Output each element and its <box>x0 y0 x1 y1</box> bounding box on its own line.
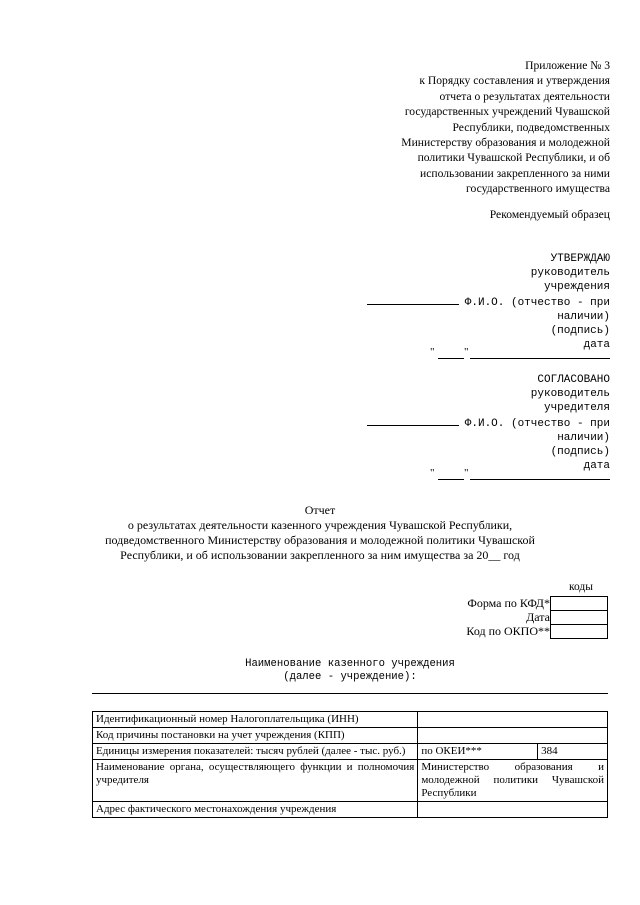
founder-organ-label: Наименование органа, осуществляющего функции и полномочия учредителя <box>93 760 418 802</box>
address-value[interactable] <box>418 802 608 818</box>
report-title <box>0 503 640 563</box>
approve-fio-2: наличии) <box>557 311 610 324</box>
institution-line-2: (далее - учреждение): <box>283 671 417 683</box>
annex-line: Приложение № 3 <box>525 59 610 72</box>
okei-label: по ОКЕИ*** <box>418 744 538 760</box>
info-table <box>92 711 608 818</box>
form-kfd-label: Форма по КФД* <box>467 596 550 610</box>
recommended-sample-label: Рекомендуемый образец <box>489 208 610 221</box>
table-row <box>93 728 608 744</box>
annex-line: к Порядку составления и утверждения <box>419 74 610 88</box>
date-field[interactable] <box>550 610 608 625</box>
agree-line-1: руководитель <box>530 387 610 400</box>
okpo-label: Код по ОКПО** <box>466 624 550 638</box>
address-label: Адрес фактического местонахождения учреждения <box>93 802 418 818</box>
approve-date: дата <box>583 338 610 351</box>
institution-name-label <box>92 658 608 684</box>
kpp-value[interactable] <box>418 728 608 744</box>
annex-line: государственного имущества <box>466 182 610 196</box>
agree-fio-row <box>340 415 610 432</box>
institution-name-field[interactable] <box>92 693 608 694</box>
inn-label: Идентификационный номер Налогоплательщика (ИНН) <box>93 712 418 728</box>
annex-line: Министерству образования и молодежной <box>401 136 610 150</box>
annex-line: отчета о результатах деятельности <box>439 89 610 103</box>
annex-line: государственных учреждений Чувашской <box>404 105 610 119</box>
approve-sign: (подпись) <box>550 324 610 337</box>
units-label: Единицы измерения показателей: тысяч рублей (далее - тыс. руб.) <box>93 744 418 760</box>
agree-date: дата <box>583 459 610 472</box>
title-line-4: Республики, и об использовании закрепленного за ним имущества за 20__ год <box>120 548 520 562</box>
table-row <box>93 760 608 802</box>
okei-value: 384 <box>538 744 608 760</box>
agree-date-field[interactable]: " " <box>430 466 610 480</box>
annex-line: использовании закрепленного за ними <box>420 166 610 180</box>
agree-line-2: учредителя <box>543 401 610 414</box>
approve-block <box>340 253 610 353</box>
kpp-label: Код причины постановки на учет учреждения (КПП) <box>93 728 418 744</box>
codes-row-form <box>440 596 612 611</box>
approve-signature-line[interactable] <box>367 294 459 305</box>
annex-header <box>350 58 610 197</box>
approve-fio-row <box>340 294 610 311</box>
date-label: Дата <box>526 610 550 624</box>
approve-line-2: учреждения <box>543 280 610 293</box>
table-row <box>93 744 608 760</box>
agree-block <box>340 374 610 474</box>
inn-value[interactable] <box>418 712 608 728</box>
codes-header: коды <box>569 581 593 593</box>
codes-row-okpo <box>440 624 612 639</box>
annex-line: Республики, подведомственных <box>452 120 610 134</box>
approve-heading: УТВЕРЖДАЮ <box>550 253 610 265</box>
agree-heading: СОГЛАСОВАНО <box>537 374 610 386</box>
title-line-3: подведомственного Министерству образования и молодежной политики Чувашской <box>105 533 535 547</box>
agree-fio-2: наличии) <box>557 432 610 445</box>
table-row <box>93 802 608 818</box>
annex-line: политики Чувашской Республики, и об <box>417 151 610 165</box>
approve-line-1: руководитель <box>530 266 610 279</box>
title-line-2: о результатах деятельности казенного учреждения Чувашской Республики, <box>127 518 513 532</box>
institution-line-1: Наименование казенного учреждения <box>245 658 455 670</box>
agree-fio: Ф.И.О. (отчество - при <box>464 418 610 431</box>
okpo-field[interactable] <box>550 624 608 639</box>
agree-sign: (подпись) <box>550 445 610 458</box>
agree-signature-line[interactable] <box>367 415 459 426</box>
table-row <box>93 712 608 728</box>
founder-organ-value: Министерство образования и молодежной политики Чувашской Республики <box>418 760 608 802</box>
form-kfd-field[interactable] <box>550 596 608 611</box>
approve-date-field[interactable]: " " <box>430 345 610 359</box>
title-line-1: Отчет <box>304 503 336 517</box>
approve-fio: Ф.И.О. (отчество - при <box>464 297 610 310</box>
codes-row-date <box>440 610 612 625</box>
